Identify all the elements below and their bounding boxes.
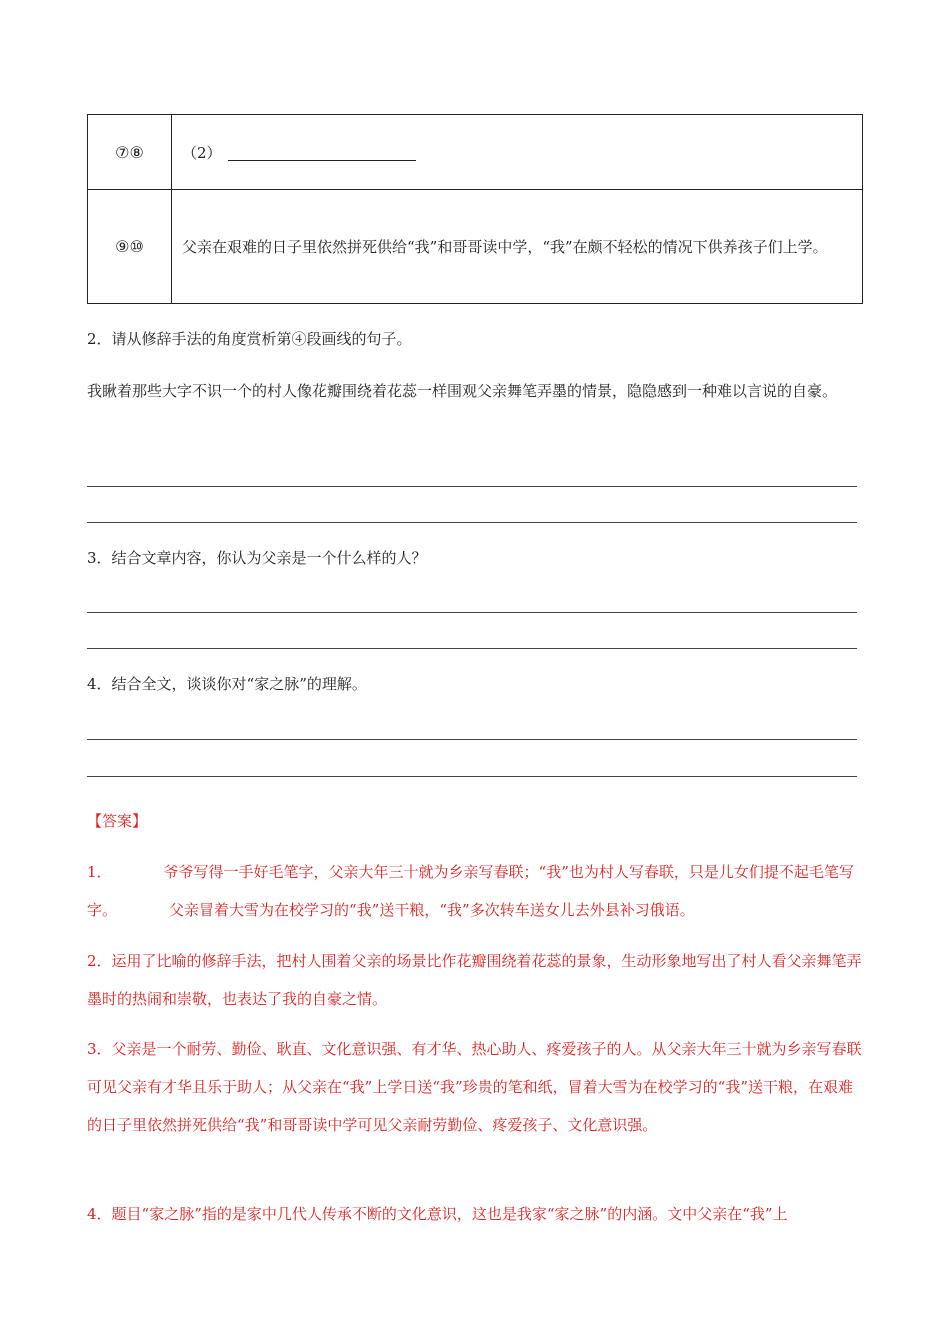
answer-line[interactable] xyxy=(87,739,857,740)
answer-heading: 【答案】 xyxy=(87,812,148,830)
answer-3: 3．父亲是一个耐劳、勤俭、耿直、文化意识强、有才华、热心助人、疼爱孩子的人。从父亲大年三十就为乡亲写春联可见父亲有才华且乐于助人；从父亲在“我”上学日送“我”珍贵的笔和纸，冒着大雪为在校学习的“我”送干粮，在艰难的日子里依然拼死供给“我”和哥哥读中学可见父亲耐劳勤俭、疼爱孩子、文化意识强。 xyxy=(87,1040,862,1134)
answer-line[interactable] xyxy=(87,648,857,649)
content-cell xyxy=(172,190,862,303)
answer-1-part2: 父亲冒着大雪为在校学习的“我”送干粮，“我”多次转车送女儿去外县补习俄语。 xyxy=(169,901,695,919)
question-2-prompt: 2．请从修辞手法的角度赏析第④段画线的句子。 xyxy=(87,330,412,348)
answer-2: 2．运用了比喻的修辞手法，把村人围着父亲的场景比作花瓣围绕着花蕊的景象，生动形象地写出了村人看父亲舞笔弄墨时的热闹和崇敬，也表达了我的自豪之情。 xyxy=(87,952,862,1008)
summary-table xyxy=(87,114,863,304)
answer-blank[interactable] xyxy=(228,144,416,161)
table-row xyxy=(88,115,862,190)
paragraph-number-cell: ⑦⑧ xyxy=(88,115,172,189)
question-2-quote: 我瞅着那些大字不识一个的村人像花瓣围绕着花蕊一样围观父亲舞笔弄墨的情景，隐隐感到一种难以言说的自豪。 xyxy=(87,382,838,400)
table-row xyxy=(88,190,862,303)
answer-line[interactable] xyxy=(87,612,857,613)
blank-prefix: （2） xyxy=(182,143,222,162)
answer-1 xyxy=(87,853,863,929)
question-3-prompt: 3．结合文章内容，你认为父亲是一个什么样的人？ xyxy=(87,549,427,567)
answer-line[interactable] xyxy=(87,522,857,523)
answer-line[interactable] xyxy=(87,776,857,777)
question-4-prompt: 4．结合全文，谈谈你对“家之脉”的理解。 xyxy=(87,675,367,693)
answer-4: 4．题目“家之脉”指的是家中几代人传承不断的文化意识，这也是我家“家之脉”的内涵。文中父亲在“我”上 xyxy=(87,1205,788,1223)
answer-1-part1: 爷爷写得一手好毛笔字，父亲大年三十就为乡亲写春联；“我”也为村人写春联，只是儿女们提不起毛笔写字。 xyxy=(87,863,854,919)
answer-1-number: 1． xyxy=(87,863,112,881)
paragraph-number-cell: ⑨⑩ xyxy=(88,190,172,303)
content-cell xyxy=(172,115,862,189)
content-text: 父亲在艰难的日子里依然拼死供给“我”和哥哥读中学，“我”在颇不轻松的情况下供养孩子们上学。 xyxy=(182,237,828,256)
answer-line[interactable] xyxy=(87,486,857,487)
